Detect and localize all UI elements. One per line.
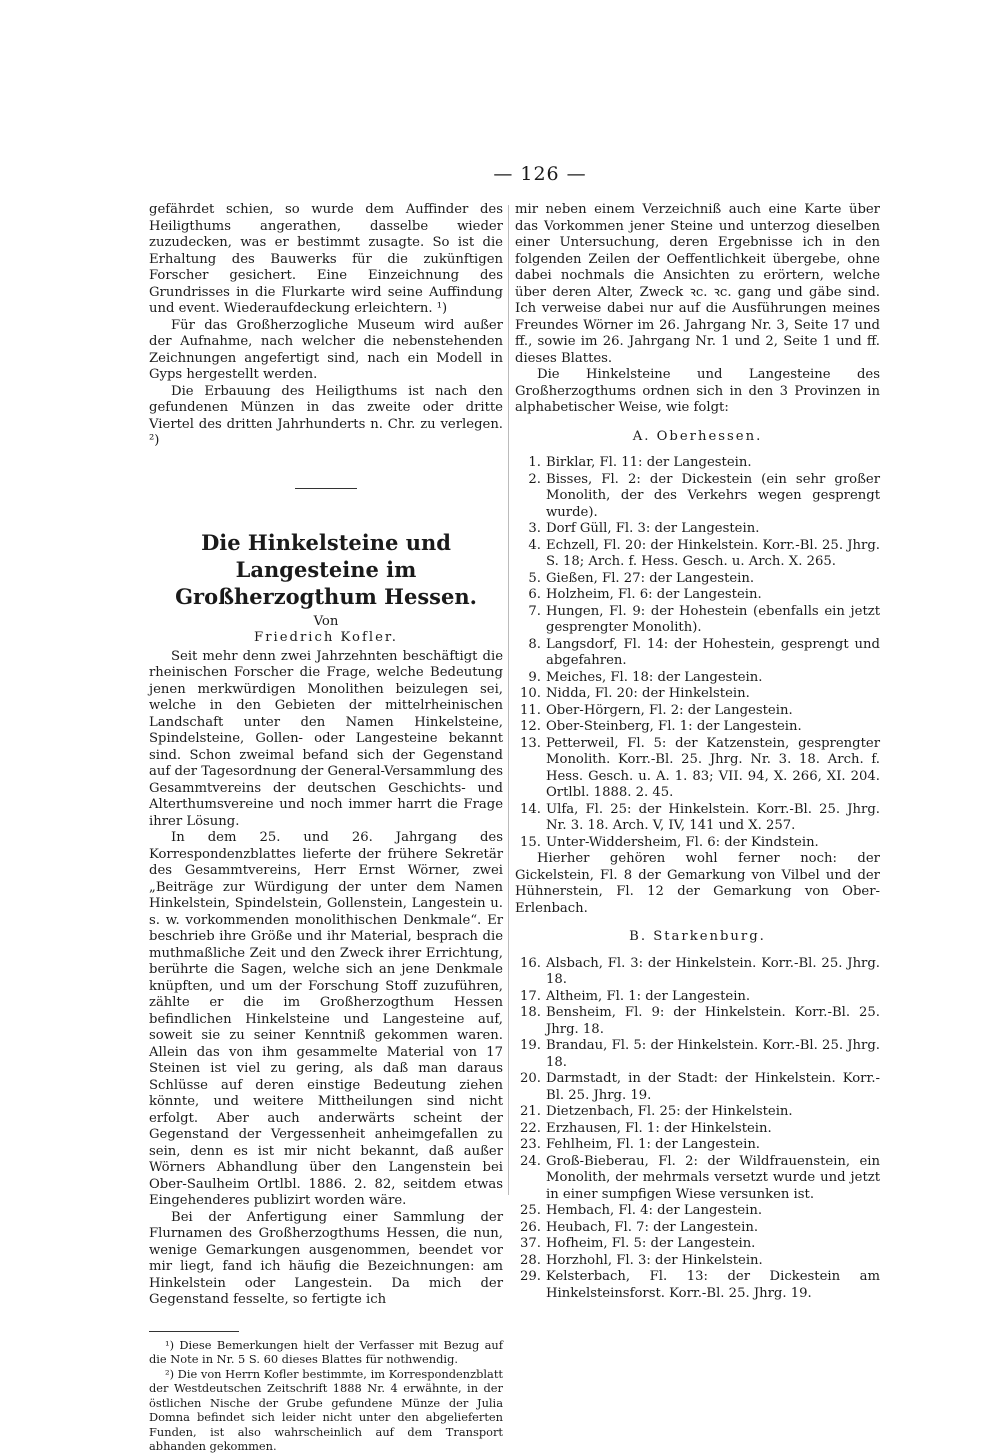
list-item-text: Gießen, Fl. 27: der Langestein. (546, 570, 755, 586)
list-item-text: Dorf Güll, Fl. 3: der Langestein. (546, 521, 760, 536)
list-item (515, 571, 880, 588)
list-item-text: Holzheim, Fl. 6: der Langestein. (546, 587, 762, 602)
list-item (515, 587, 880, 604)
list-item (515, 670, 880, 687)
footnote: ²) Die von Herrn Kofler bestimmte, im Korrespondenzblatt der Westdeutschen Zeitschrift 1888 Nr. 4 erwähnte, in der östlichen Nische der Grube gefundene Münze der Julia Domna befindet sich leider nicht unter den abgelieferten Funden, ist also wahrscheinlich auf dem Transport abhanden gekommen. (149, 1366, 503, 1453)
list-item (515, 1121, 880, 1138)
article-title-line: Großherzogthum Hessen. (175, 583, 477, 609)
paragraph: mir neben einem Verzeichniß auch eine Karte über das Vorkommen jener Steine und unterzog dieselben einer Untersuchung, deren Ergebnisse ich in den folgenden Zeilen der Oeffentlichkeit übergebe, ohne dabei nochmals die Ansichten zu erörtern, welche über deren Alter, Zweck ꝛc. ꝛc. gang und gäbe sind. Ich verweise dabei nur auf die Ausführungen meines Freundes Wörner im 26. Jahrgang Nr. 3, Seite 17 und ff., sowie im 26. Jahrgang Nr. 1 und 2, Seite 1 und ff. dieses Blattes. (515, 202, 880, 366)
list-item (515, 637, 880, 670)
byline-author: Friedrich Kofler. (254, 630, 398, 645)
list-item-number: 11. (520, 702, 541, 718)
list-item-text: Langsdorf, Fl. 14: der Hohestein, gesprengt und abgefahren. (546, 636, 880, 668)
list-item (515, 1005, 880, 1038)
list-item (515, 538, 880, 571)
list-item (515, 802, 880, 835)
list-item-number: 2. (528, 471, 541, 487)
list-item-number: 37. (520, 1236, 541, 1251)
list-item (515, 1220, 880, 1237)
right-column (515, 202, 880, 1302)
footnote: ¹) Diese Bemerkungen hielt der Verfasser mit Bezug auf die Note in Nr. 5 S. 60 dieses Blattes für nothwendig. (149, 1337, 503, 1366)
list-starkenburg (515, 956, 880, 1303)
list-item (515, 736, 880, 802)
list-item (515, 521, 880, 538)
footnotes (149, 1338, 503, 1454)
paragraph: Für das Großherzogliche Museum wird außer der Aufnahme, nach welcher die nebenstehenden Zeichnungen angefertigt sind, nach ein Modell in Gyps hergestellt werden. (149, 317, 503, 382)
paragraph: Hierher gehören wohl ferner noch: der Gickelstein, Fl. 8 der Gemarkung von Vilbel und der Hühnerstein, Fl. 12 der Gemarkung von Ober-Erlenbach. (515, 851, 880, 916)
list-item-number: 16. (520, 955, 541, 971)
list-item-text: Meiches, Fl. 18: der Langestein. (546, 669, 763, 685)
list-item (515, 719, 880, 736)
list-item (515, 1071, 880, 1104)
list-item-text: Ulfa, Fl. 25: der Hinkelstein. Korr.-Bl. 25. Jhrg. Nr. 3. 18. Arch. V, IV, 141 und X. 257. (546, 801, 880, 833)
list-item-number: 21. (520, 1104, 541, 1119)
list-item-text: Echzell, Fl. 20: der Hinkelstein. Korr.-Bl. 25. Jhrg. S. 18; Arch. f. Hess. Gesch. u. Arch. X. 265. (546, 537, 880, 569)
list-item (515, 455, 880, 472)
list-item (515, 1154, 880, 1204)
list-item-number: 12. (520, 719, 541, 734)
article-title-line: Die Hinkelsteine und Langesteine im (201, 529, 451, 582)
list-item-text: Fehlheim, Fl. 1: der Langestein. (546, 1137, 760, 1152)
list-item (515, 686, 880, 703)
list-item-text: Heubach, Fl. 7: der Langestein. (546, 1219, 759, 1235)
list-item-number: 3. (528, 521, 541, 536)
list-item-number: 18. (520, 1005, 541, 1020)
page-number: — 126 — (493, 163, 587, 185)
list-item-text: Nidda, Fl. 20: der Hinkelstein. (546, 686, 750, 701)
list-item-text: Hofheim, Fl. 5: der Langestein. (546, 1236, 756, 1251)
paragraph: Seit mehr denn zwei Jahrzehnten beschäftigt die rheinischen Forscher die Frage, welche Bedeutung jenen merkwürdigen Monolithen beizulegen sei, welche in den Gebieten der mittelrheinischen Landschaft unter den Namen Hinkelsteine, Spindelsteine, Gollen- oder Langesteine bekannt sind. Schon zweimal befand sich der Gegenstand auf der Tagesordnung der General-Versammlung des Gesammtvereins der deutschen Geschichts- und Alterthumsvereine und noch immer harrt die Frage ihrer Lösung. (149, 648, 503, 829)
list-item-number: 24. (520, 1153, 541, 1169)
section-divider (295, 488, 357, 489)
list-item-text: Bisses, Fl. 2: der Dickestein (ein sehr großer Monolith, der des Verkehrs wegen gesprengt wurde). (546, 471, 880, 520)
list-item-text: Alsbach, Fl. 3: der Hinkelstein. Korr.-Bl. 25. Jhrg. 18. (546, 955, 880, 987)
list-item-text: Darmstadt, in der Stadt: der Hinkelstein. Korr.-Bl. 25. Jhrg. 19. (546, 1071, 880, 1103)
column-divider (508, 205, 509, 1195)
list-item-number: 10. (520, 686, 541, 701)
list-item-text: Petterweil, Fl. 5: der Katzenstein, gesprengter Monolith. Korr.-Bl. 25. Jhrg. Nr. 3. 18. Arch. f. Hess. Gesch. u. A. 1. 83; VII. 94, X. 266, XI. 204. Ortlbl. 1888. 2. 45. (546, 735, 880, 800)
paragraph: In dem 25. und 26. Jahrgang des Korrespondenzblattes lieferte der frühere Sekretär des Gesammtvereins, Herr Ernst Wörner, zwei „Beiträge zur Würdigung der unter dem Namen Hinkelstein, Spindelstein, Gollenstein, Langestein u. s. w. vorkommenden monolithischen Denkmale“. Er beschrieb ihre Größe und ihr Material, besprach die muthmaßliche Zeit und den Zweck ihrer Errichtung, berührte die Sagen, welche sich an jene Denkmale knüpften, und um der Forschung Stoff zuzuführen, zählte er die im Großherzogthum Hessen befindlichen Hinkelsteine und Langesteine auf, soweit sie zu seiner Kenntniß gekommen waren. Allein das von ihm gesammelte Material von 17 Steinen ist viel zu gering, als daß man daraus Schlüsse auf deren einstige Bedeutung ziehen könnte, und weitere Mittheilungen sind nicht erfolgt. Aber auch anderwärts scheint der Gegenstand der Vergessenheit anheimgefallen zu sein, denn es ist mir nicht bekannt, daß außer Wörners Abhandlung über den Langenstein bei Ober-Saulheim Ortlbl. 1886. 2. 82, seitdem etwas Eingehenderes publizirt worden wäre. (149, 830, 503, 1208)
list-item-number: 4. (528, 537, 541, 553)
list-item-number: 29. (520, 1269, 541, 1284)
list-item-number: 5. (528, 570, 541, 586)
list-item (515, 1137, 880, 1154)
list-item-number: 8. (528, 636, 541, 652)
list-item-number: 14. (520, 801, 541, 817)
paragraph: Die Hinkelsteine und Langesteine des Großherzogthums ordnen sich in den 3 Provinzen in alphabetischer Weise, wie folgt: (515, 367, 880, 415)
list-item (515, 604, 880, 637)
byline-von: Von (313, 613, 339, 629)
list-item-text: Groß-Bieberau, Fl. 2: der Wildfrauenstein, ein Monolith, der mehrmals versetzt wurde und jetzt in einer sumpfigen Wiese versunken ist. (546, 1153, 880, 1202)
list-oberhessen (515, 455, 880, 851)
left-column (149, 202, 503, 1454)
list-item (515, 1269, 880, 1302)
list-item-text: Birklar, Fl. 11: der Langestein. (546, 455, 752, 470)
list-item (515, 835, 880, 852)
list-item-number: 17. (520, 988, 541, 1004)
list-item-text: Altheim, Fl. 1: der Langestein. (546, 988, 751, 1004)
list-item-number: 15. (520, 834, 541, 850)
list-item-number: 19. (520, 1038, 541, 1053)
paragraph: gefährdet schien, so wurde dem Auffinder des Heiligthums angerathen, dasselbe wieder zuzudecken, was er bestimmt zusagte. So ist die Erhaltung des Bauwerks für die zukünftigen Forscher gesichert. Eine Einzeichnung des Grundrisses in die Flurkarte wird seine Auffindung und event. Wiederaufdeckung erleichtern. ¹) (149, 202, 503, 316)
list-item-text: Horzhohl, Fl. 3: der Hinkelstein. (546, 1252, 763, 1268)
paragraph: Bei der Anfertigung einer Sammlung der Flurnamen des Großherzogthums Hessen, die nun, wenige Gemarkungen ausgenommen, beendet vor mir liegt, fand ich häufig die Bezeichnungen: am Hinkelstein oder Langestein. Da mich der Gegenstand fesselte, so fertigte ich (149, 1209, 503, 1307)
list-item-text: Bensheim, Fl. 9: der Hinkelstein. Korr.-Bl. 25. Jhrg. 18. (546, 1005, 880, 1037)
list-item (515, 1104, 880, 1121)
list-item-text: Brandau, Fl. 5: der Hinkelstein. Korr.-Bl. 25. Jhrg. 18. (546, 1038, 880, 1070)
list-item (515, 956, 880, 989)
list-item-text: Hungen, Fl. 9: der Hohestein (ebenfalls ein jetzt gesprengter Monolith). (546, 603, 880, 635)
list-item-number: 7. (528, 603, 541, 619)
paragraph: Die Erbauung des Heiligthums ist nach den gefundenen Münzen in das zweite oder dritte Viertel des dritten Jahrhunderts n. Chr. zu verlegen. ²) (149, 383, 503, 448)
footnote-divider (149, 1331, 239, 1332)
list-item (515, 1203, 880, 1220)
list-item-number: 22. (520, 1120, 541, 1136)
list-item-number: 6. (528, 587, 541, 602)
list-item (515, 1038, 880, 1071)
list-item-number: 20. (520, 1071, 541, 1086)
list-item-text: Hembach, Fl. 4: der Langestein. (546, 1203, 763, 1218)
list-item (515, 989, 880, 1006)
list-item-number: 1. (528, 455, 541, 470)
list-item-text: Dietzenbach, Fl. 25: der Hinkelstein. (546, 1104, 793, 1119)
list-item-text: Kelsterbach, Fl. 13: der Dickestein am Hinkelsteinsforst. Korr.-Bl. 25. Jhrg. 19. (546, 1269, 880, 1301)
list-item-number: 26. (520, 1219, 541, 1235)
list-item-number: 23. (520, 1137, 541, 1152)
list-item (515, 1236, 880, 1253)
list-item-text: Erzhausen, Fl. 1: der Hinkelstein. (546, 1120, 772, 1136)
list-item-number: 9. (528, 669, 541, 685)
list-item (515, 472, 880, 522)
list-item-number: 25. (520, 1203, 541, 1218)
article-title (149, 529, 503, 610)
list-item (515, 1253, 880, 1270)
list-item-number: 28. (520, 1252, 541, 1268)
list-item-text: Ober-Steinberg, Fl. 1: der Langestein. (546, 719, 802, 734)
list-item-text: Unter-Widdersheim, Fl. 6: der Kindstein. (546, 834, 819, 850)
list-item (515, 703, 880, 720)
section-heading-oberhessen: A. Oberhessen. (632, 428, 763, 444)
list-item-text: Ober-Hörgern, Fl. 2: der Langestein. (546, 702, 793, 718)
section-heading-starkenburg: B. Starkenburg. (629, 929, 766, 944)
list-item-number: 13. (520, 735, 541, 751)
